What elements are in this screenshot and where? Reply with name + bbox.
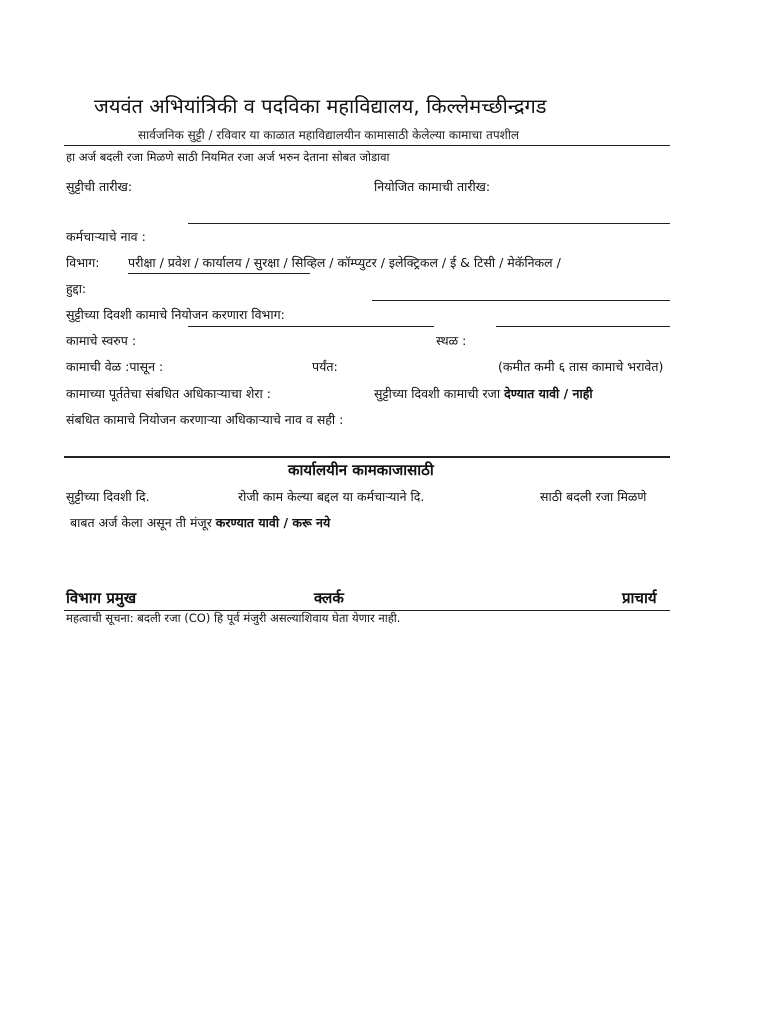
approval-choice[interactable]: करण्यात यावी / करू नये [215,515,331,530]
planning-department-label: सुट्टीच्या दिवशी कामाचे नियोजन करणारा विभाग: [66,307,285,322]
clerk-signature-label: क्लर्क [314,589,344,607]
minimum-hours-note: (कमीत कमी ६ तास कामाचे भरावेत) [498,359,664,374]
office-line1-part3: साठी बदली रजा मिळणे [540,489,647,504]
place-label: स्थळ : [436,333,467,348]
office-line1-part1: सुट्टीच्या दिवशी दि. [66,489,150,504]
work-nature-field[interactable] [496,326,670,327]
department-label: विभाग: [66,255,100,270]
header-divider [64,145,670,146]
leave-question-text: सुट्टीच्या दिवशी कामाची रजा [374,386,501,401]
form-subtitle: सार्वजनिक सुट्टी / रविवार या काळात महाविद्यालयीन कामासाठी केलेल्या कामाचा तपशील [138,128,520,142]
college-title: जयवंत अभियांत्रिकी व पदविका महाविद्यालय, किल्लेमच्छीन्द्रगड [94,94,547,118]
employee-name-label: कर्मचाऱ्याचे नाव : [66,229,146,244]
planned-date-label: नियोजित कामाची तारीख: [374,179,491,194]
department-underline [128,273,310,274]
planner-name-sign-label: संबधित कामाचे नियोजन करणाऱ्या अधिकाऱ्याचे नाव व सही : [66,412,344,427]
designation-label: हुद्दा: [66,281,87,296]
office-line2 [70,514,330,531]
designation-field[interactable] [372,300,670,301]
office-line1-part2: रोजी काम केल्या बद्दल या कर्मचाऱ्याने दि. [238,489,425,504]
officer-remark-label: कामाच्या पूर्ततेचा संबधित अधिकाऱ्याचा शेरा : [66,386,271,401]
principal-signature-label: प्राचार्य [622,589,657,607]
work-nature-label: कामाचे स्वरुप : [66,333,137,348]
office-line2-text: बाबत अर्ज केला असून ती मंजूर [70,515,212,530]
work-time-from-label: कामाची वेळ :पासून : [66,359,164,374]
leave-choice[interactable]: देण्यात यावी / नाही [504,386,593,401]
leave-question [374,385,593,402]
office-section-divider [64,456,670,458]
work-time-to-label: पर्यंत: [312,359,338,374]
holiday-date-field[interactable] [188,223,670,224]
office-section-heading: कार्यालयीन कामकाजासाठी [288,461,434,479]
hod-signature-label: विभाग प्रमुख [66,589,137,607]
department-options[interactable]: परीक्षा / प्रवेश / कार्यालय / सुरक्षा / सिव्हिल / कॉम्प्युटर / इलेक्ट्रिकल / ई & टिसी / मेकॅनिकल / [128,255,561,270]
important-note: महत्वाची सूचना: बदली रजा (CO) हि पूर्व मंजुरी असल्याशिवाय घेता येणार नाही. [66,611,401,625]
planning-department-field[interactable] [188,326,434,327]
attachment-note: हा अर्ज बदली रजा मिळणे साठी नियमित रजा अर्ज भरुन देताना सोबत जोडावा [66,150,390,164]
holiday-date-label: सुट्टीची तारीख: [66,179,133,194]
